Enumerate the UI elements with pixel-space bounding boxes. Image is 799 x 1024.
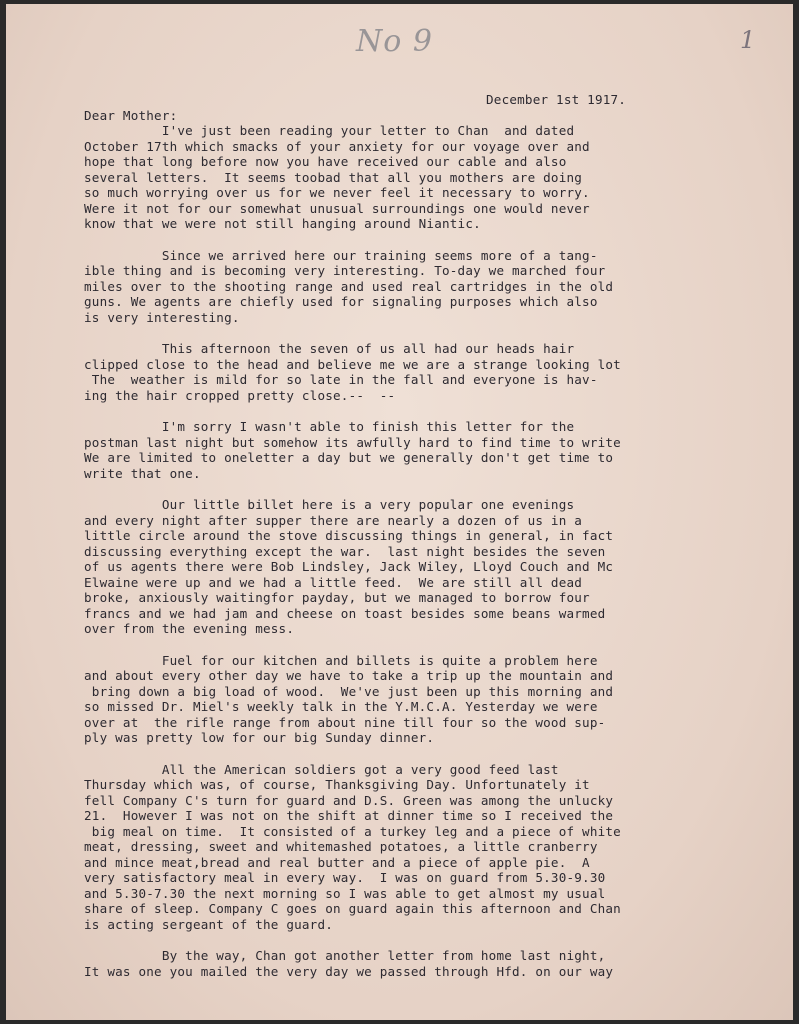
- typed-line: We are limited to oneletter a day but we generally don't get time to: [84, 450, 614, 465]
- typed-line: I've just been reading your letter to Chan and dated: [84, 123, 575, 138]
- letter-date: December 1st 1917.: [486, 92, 627, 107]
- typed-line: ing the hair cropped pretty close.-- --: [84, 387, 396, 403]
- typed-line: and 5.30-7.30 the next morning so I was able to get almost my usual: [84, 885, 606, 901]
- typed-line: is very interesting.: [84, 309, 240, 325]
- typed-line: broke, anxiously waitingfor payday, but we managed to borrow four: [84, 590, 590, 605]
- typed-line: October 17th which smacks of your anxiety for our voyage over and: [84, 138, 590, 154]
- typed-line: Since we arrived here our training seems more of a tang-: [84, 247, 598, 263]
- typed-line: know that we were not still hanging around Niantic.: [84, 216, 481, 231]
- letter-paragraphs: [84, 123, 744, 979]
- typed-line: big meal on time. It consisted of a turkey leg and a piece of white: [84, 823, 621, 839]
- letter-paragraph: [84, 341, 744, 403]
- typed-line: over at the rifle range from about nine till four so the wood sup-: [84, 714, 606, 730]
- typed-line: Fuel for our kitchen and billets is quite a problem here: [84, 652, 598, 668]
- typed-line: and about every other day we have to take a trip up the mountain and: [84, 668, 614, 683]
- typed-line: several letters. It seems toobad that all you mothers are doing: [84, 169, 583, 185]
- handwritten-letter-number: No 9: [356, 24, 433, 59]
- typed-line: discussing everything except the war. last night besides the seven: [84, 543, 606, 559]
- typed-line: Elwaine were up and we had a little feed. We are still all dead: [84, 574, 583, 590]
- typed-line: meat, dressing, sweet and whitemashed potatoes, a little cranberry: [84, 839, 598, 854]
- typed-line: share of sleep. Company C goes on guard again this afternoon and Chan: [84, 901, 621, 916]
- typed-line: All the American soldiers got a very good feed last: [84, 761, 559, 777]
- typed-line: very satisfactory meal in every way. I was on guard from 5.30-9.30: [84, 870, 606, 885]
- typed-line: guns. We agents are chiefly used for signaling purposes which also: [84, 294, 598, 309]
- letter-paragraph: [84, 248, 744, 326]
- typed-line: ible thing and is becoming very interesting. To-day we marched four: [84, 263, 606, 278]
- typed-line: postman last night but somehow its awfully hard to find time to write: [84, 434, 621, 450]
- typed-line: Were it not for our somewhat unusual surroundings one would never: [84, 200, 590, 216]
- typed-letter-body: [84, 92, 744, 995]
- typed-line: so missed Dr. Miel's weekly talk in the Y.M.C.A. Yesterday we were: [84, 699, 598, 714]
- typed-line: miles over to the shooting range and used real cartridges in the old: [84, 278, 614, 294]
- letter-paragraph: [84, 419, 744, 481]
- typed-line: The weather is mild for so late in the fall and everyone is hav-: [84, 372, 598, 387]
- letter-paragraph: [84, 762, 744, 933]
- letter-salutation: Dear Mother:: [84, 107, 178, 123]
- typed-line: over from the evening mess.: [84, 621, 295, 636]
- typed-line: clipped close to the head and believe me we are a strange looking lot: [84, 356, 621, 372]
- typed-line: Thursday which was, of course, Thanksgiving Day. Unfortunately it: [84, 777, 590, 792]
- typed-line: write that one.: [84, 465, 201, 481]
- letter-paragraph: [84, 497, 744, 637]
- letter-page: [6, 4, 793, 1020]
- handwritten-page-number: 1: [740, 26, 756, 54]
- typed-line: 21. However I was not on the shift at dinner time so I received the: [84, 808, 614, 823]
- typed-line: of us agents there were Bob Lindsley, Jack Wiley, Lloyd Couch and Mc: [84, 559, 614, 574]
- letter-paragraph: [84, 123, 744, 232]
- letter-paragraph: [84, 948, 744, 979]
- typed-line: and every night after supper there are nearly a dozen of us in a: [84, 512, 583, 528]
- typed-line: By the way, Chan got another letter from home last night,: [84, 948, 606, 963]
- typed-line: is acting sergeant of the guard.: [84, 916, 334, 932]
- typed-line: hope that long before now you have received our cable and also: [84, 154, 567, 169]
- typed-line: ply was pretty low for our big Sunday dinner.: [84, 730, 435, 745]
- typed-line: little circle around the stove discussing things in general, in fact: [84, 528, 614, 543]
- typed-line: so much worrying over us for we never feel it necessary to worry.: [84, 185, 590, 200]
- letter-paragraph: [84, 653, 744, 746]
- typed-line: francs and we had jam and cheese on toast besides some beans warmed: [84, 605, 606, 621]
- typed-line: fell Company C's turn for guard and D.S. Green was among the unlucky: [84, 792, 614, 808]
- typed-line: bring down a big load of wood. We've just been up this morning and: [84, 683, 614, 699]
- typed-line: I'm sorry I wasn't able to finish this letter for the: [84, 419, 575, 434]
- typed-line: Our little billet here is a very popular one evenings: [84, 497, 575, 512]
- typed-line: It was one you mailed the very day we passed through Hfd. on our way: [84, 963, 614, 979]
- typed-line: and mince meat,bread and real butter and a piece of apple pie. A: [84, 854, 590, 870]
- typed-line: This afternoon the seven of us all had our heads hair: [84, 341, 575, 356]
